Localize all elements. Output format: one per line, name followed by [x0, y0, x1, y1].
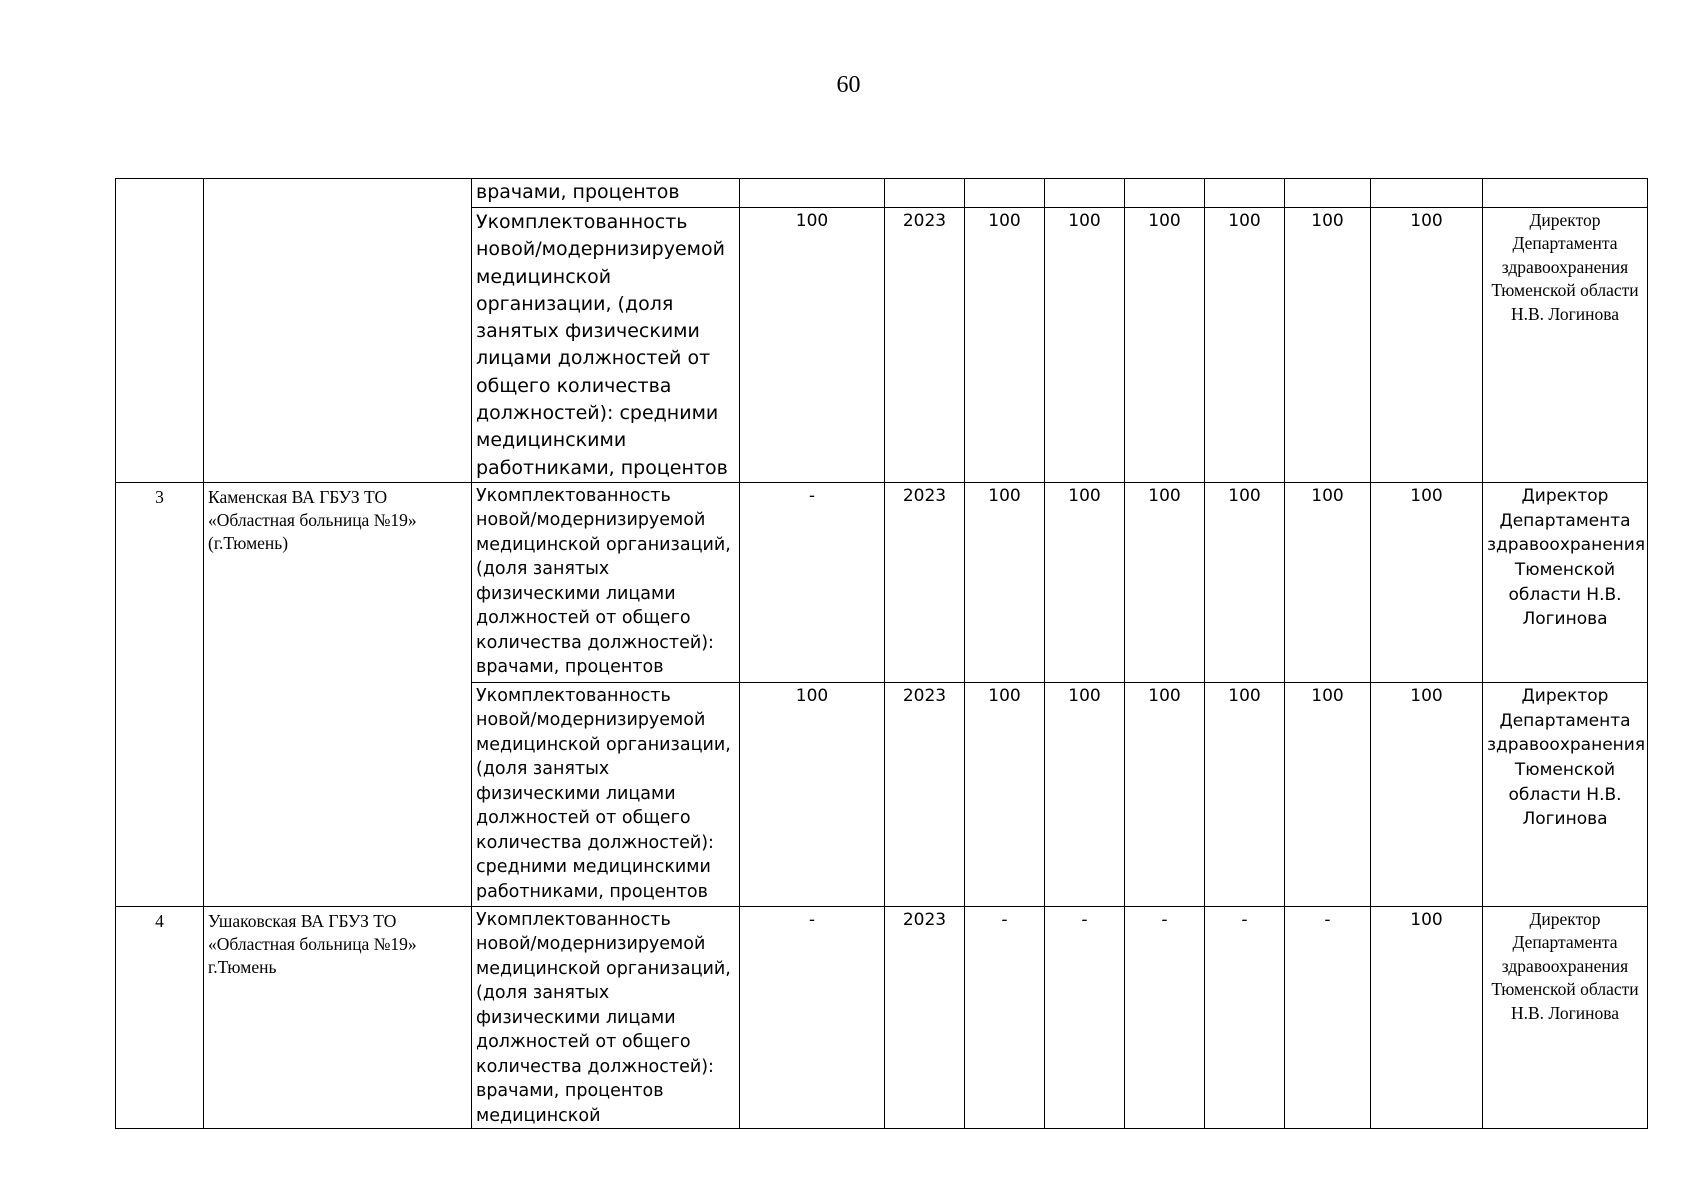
- responsible-cell: Директор Департамента здравоохранения Тюменской области Н.В. Логинова: [1483, 906, 1648, 1129]
- value-cell: -: [1205, 906, 1285, 1129]
- row-number: 3: [116, 482, 204, 906]
- responsible-cell: [1483, 179, 1648, 208]
- value-cell: -: [1285, 906, 1371, 1129]
- value-cell: 100: [1045, 482, 1125, 682]
- organization-cell: Каменская ВА ГБУЗ ТО «Областная больница №19» (г.Тюмень): [204, 482, 472, 906]
- year-cell: 2023: [885, 682, 965, 906]
- row-number: [116, 179, 204, 483]
- responsible-cell: Директор Департамента здравоохранения Тюменской области Н.В. Логинова: [1483, 208, 1648, 483]
- indicator-cell: Укомплектованность новой/модернизируемой медицинской организации, (доля занятых физическими лицами должностей от общего количества должностей): средними медицинскими работниками, процентов: [472, 682, 740, 906]
- year-cell: 2023: [885, 906, 965, 1129]
- base-value-cell: 100: [740, 208, 885, 483]
- responsible-cell: Директор Департамента здравоохранения Тюменской области Н.В. Логинова: [1483, 682, 1648, 906]
- value-cell: -: [1125, 906, 1205, 1129]
- page-number: 60: [836, 72, 861, 98]
- responsible-cell: Директор Департамента здравоохранения Тюменской области Н.В. Логинова: [1483, 482, 1648, 682]
- value-cell: [1045, 179, 1125, 208]
- indicator-cell: Укомплектованность новой/модернизируемой медицинской организации, (доля занятых физическими лицами должностей от общего количества должностей): средними медицинскими работниками, процентов: [472, 208, 740, 483]
- base-value-cell: 100: [740, 682, 885, 906]
- value-cell: 100: [1125, 682, 1205, 906]
- value-cell: 100: [1205, 682, 1285, 906]
- indicator-cell: Укомплектованность новой/модернизируемой медицинской организаций, (доля занятых физическими лицами должностей от общего количества должностей): врачами, процентов медицинской: [472, 906, 740, 1129]
- value-cell: [965, 179, 1045, 208]
- value-cell: 100: [1125, 482, 1205, 682]
- year-cell: 2023: [885, 482, 965, 682]
- value-cell: 100: [1285, 208, 1371, 483]
- base-value-cell: -: [740, 906, 885, 1129]
- year-cell: [885, 179, 965, 208]
- value-cell: [1125, 179, 1205, 208]
- table-row: [116, 906, 1648, 1129]
- table-row: [116, 179, 1648, 208]
- value-cell: 100: [965, 482, 1045, 682]
- value-cell: 100: [1205, 482, 1285, 682]
- organization-cell: Ушаковская ВА ГБУЗ ТО «Областная больница №19» г.Тюмень: [204, 906, 472, 1129]
- value-cell: 100: [1285, 482, 1371, 682]
- indicators-table: [115, 178, 1648, 1129]
- value-cell: [1205, 179, 1285, 208]
- value-cell: 100: [1045, 682, 1125, 906]
- value-cell: 100: [1125, 208, 1205, 483]
- value-cell: 100: [1371, 208, 1483, 483]
- value-cell: 100: [1045, 208, 1125, 483]
- row-number: 4: [116, 906, 204, 1129]
- value-cell: 100: [1371, 682, 1483, 906]
- value-cell: 100: [1371, 906, 1483, 1129]
- value-cell: 100: [1205, 208, 1285, 483]
- value-cell: -: [1045, 906, 1125, 1129]
- value-cell: [1285, 179, 1371, 208]
- value-cell: 100: [1285, 682, 1371, 906]
- value-cell: 100: [965, 208, 1045, 483]
- value-cell: 100: [1371, 482, 1483, 682]
- value-cell: [1371, 179, 1483, 208]
- value-cell: 100: [965, 682, 1045, 906]
- indicator-cell: врачами, процентов: [472, 179, 740, 208]
- indicator-cell: Укомплектованность новой/модернизируемой медицинской организаций, (доля занятых физическими лицами должностей от общего количества должностей): врачами, процентов: [472, 482, 740, 682]
- value-cell: -: [965, 906, 1045, 1129]
- year-cell: 2023: [885, 208, 965, 483]
- organization-cell: [204, 179, 472, 483]
- base-value-cell: -: [740, 482, 885, 682]
- table-row: [116, 482, 1648, 682]
- base-value-cell: [740, 179, 885, 208]
